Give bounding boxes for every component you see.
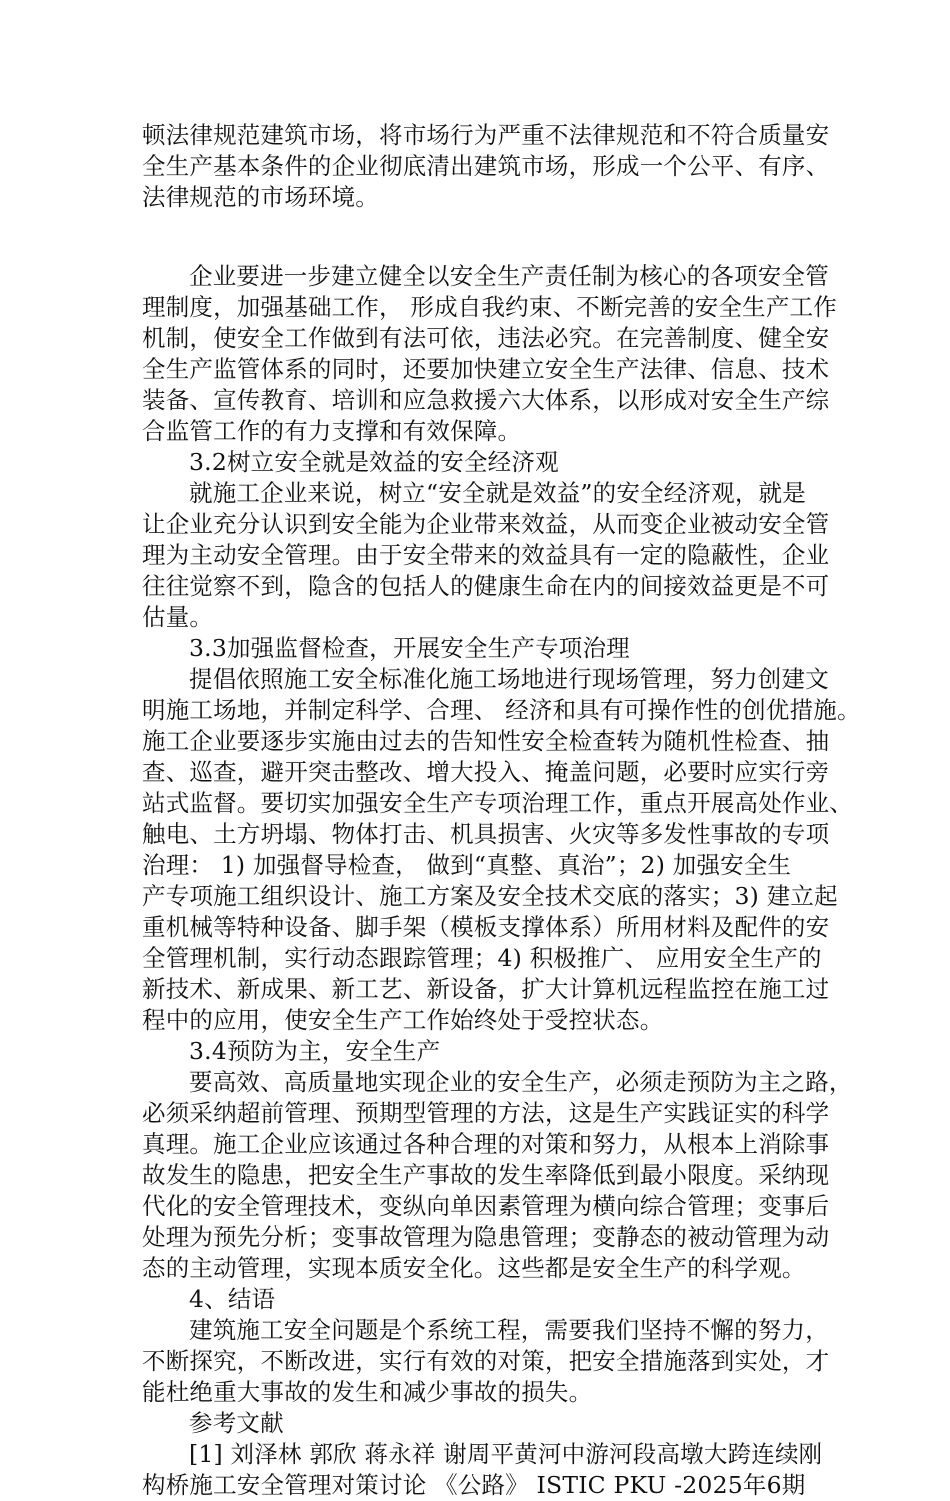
text-line: 估量。	[142, 603, 214, 631]
paragraph-intro-continued	[142, 120, 830, 213]
text-line: 要高效、高质量地实现企业的安全生产，必须走预防为主之路，	[189, 1068, 853, 1096]
text-line: 构桥施工安全管理对策讨论 《公路》 ISTIC PKU -2025年6期	[142, 1471, 806, 1499]
paragraph-spacer	[142, 213, 812, 261]
text-line: 全管理机制，实行动态跟踪管理；4) 积极推广、 应用安全生产的	[142, 944, 822, 972]
paragraph-3-3	[142, 664, 861, 1036]
text-line: 能杜绝重大事故的发生和减少事故的损失。	[142, 1378, 593, 1406]
text-line: 触电、土方坍塌、物体打击、机具损害、火灾等多发性事故的专项	[142, 820, 830, 848]
section-heading-3-3: 3.3加强监督检查，开展安全生产专项治理	[189, 634, 630, 662]
text-line: 全生产基本条件的企业彻底清出建筑市场，形成一个公平、有序、	[142, 152, 830, 180]
text-line: 重机械等特种设备、脚手架（模板支撑体系）所用材料及配件的安	[142, 913, 830, 941]
text-line: 态的主动管理，实现本质安全化。这些都是安全生产的科学观。	[142, 1254, 806, 1282]
paragraph-3-4	[142, 1067, 853, 1284]
text-line: 理为主动安全管理。由于安全带来的效益具有一定的隐蔽性，企业	[142, 541, 830, 569]
text-line: 建筑施工安全问题是个系统工程，需要我们坚持不懈的努力，	[189, 1316, 829, 1344]
text-line: 提倡依照施工安全标准化施工场地进行现场管理，努力创建文	[189, 665, 829, 693]
text-line: 必须采纳超前管理、预期型管理的方法，这是生产实践证实的科学	[142, 1099, 830, 1127]
text-line: 让企业充分认识到安全能为企业带来效益，从而变企业被动安全管	[142, 510, 830, 538]
paragraph-3-2	[142, 478, 830, 633]
text-line: 代化的安全管理技术，变纵向单因素管理为横向综合管理；变事后	[142, 1192, 830, 1220]
text-line: 产专项施工组织设计、施工方案及安全技术交底的落实；3) 建立起	[142, 882, 838, 910]
text-line: 新技术、新成果、新工艺、新设备，扩大计算机远程监控在施工过	[142, 975, 830, 1003]
section-heading-4: 4、结语	[189, 1285, 276, 1313]
text-line: 理制度，加强基础工作， 形成自我约束、不断完善的安全生产工作	[142, 293, 837, 321]
references-heading: 参考文献	[189, 1409, 284, 1437]
text-line: 程中的应用，使安全生产工作始终处于受控状态。	[142, 1006, 664, 1034]
text-line: 全生产监管体系的同时，还要加快建立安全生产法律、信息、技术	[142, 355, 830, 383]
text-line: 不断探究，不断改进，实行有效的对策，把安全措施落到实处，才	[142, 1347, 830, 1375]
text-line: 企业要进一步建立健全以安全生产责任制为核心的各项安全管	[189, 262, 829, 290]
document-page	[142, 120, 861, 1501]
text-line: 查、巡查，避开突击整改、增大投入、掩盖问题，必要时应实行旁	[142, 758, 830, 786]
text-line: 施工企业要逐步实施由过去的告知性安全检查转为随机性检查、抽	[142, 727, 830, 755]
text-line: 站式监督。要切实加强安全生产专项治理工作，重点开展高处作业、	[142, 789, 853, 817]
text-line: 装备、宣传教育、培训和应急救援六大体系，以形成对安全生产综	[142, 386, 830, 414]
text-line: [1] 刘泽林 郭欣 蒋永祥 谢周平黄河中游河段高墩大跨连续刚	[189, 1440, 823, 1468]
section-heading-3-2: 3.2树立安全就是效益的安全经济观	[189, 448, 559, 476]
text-line: 法律规范的市场环境。	[142, 183, 379, 211]
text-line: 顿法律规范建筑市场，将市场行为严重不法律规范和不符合质量安	[142, 121, 830, 149]
text-line: 处理为预先分析；变事故管理为隐患管理；变静态的被动管理为动	[142, 1223, 830, 1251]
text-line: 合监管工作的有力支撑和有效保障。	[142, 417, 522, 445]
text-line: 往往觉察不到，隐含的包括人的健康生命在内的间接效益更是不可	[142, 572, 830, 600]
reference-item	[142, 1439, 823, 1501]
text-line: 治理： 1) 加强督导检查， 做到“真整、真治”；2) 加强安全生	[142, 851, 792, 879]
text-line: 就施工企业来说，树立“安全就是效益”的安全经济观，就是	[189, 479, 806, 507]
text-line: 机制，使安全工作做到有法可依，违法必究。在完善制度、健全安	[142, 324, 830, 352]
text-line: 故发生的隐患，把安全生产事故的发生率降低到最小限度。采纳现	[142, 1161, 830, 1189]
section-heading-3-4: 3.4预防为主，安全生产	[189, 1037, 441, 1065]
paragraph-safety-system	[142, 261, 837, 447]
paragraph-conclusion	[142, 1315, 830, 1408]
text-line: 明施工场地，并制定科学、合理、 经济和具有可操作性的创优措施。	[142, 696, 861, 724]
text-line: 真理。施工企业应该通过各种合理的对策和努力，从根本上消除事	[142, 1130, 830, 1158]
